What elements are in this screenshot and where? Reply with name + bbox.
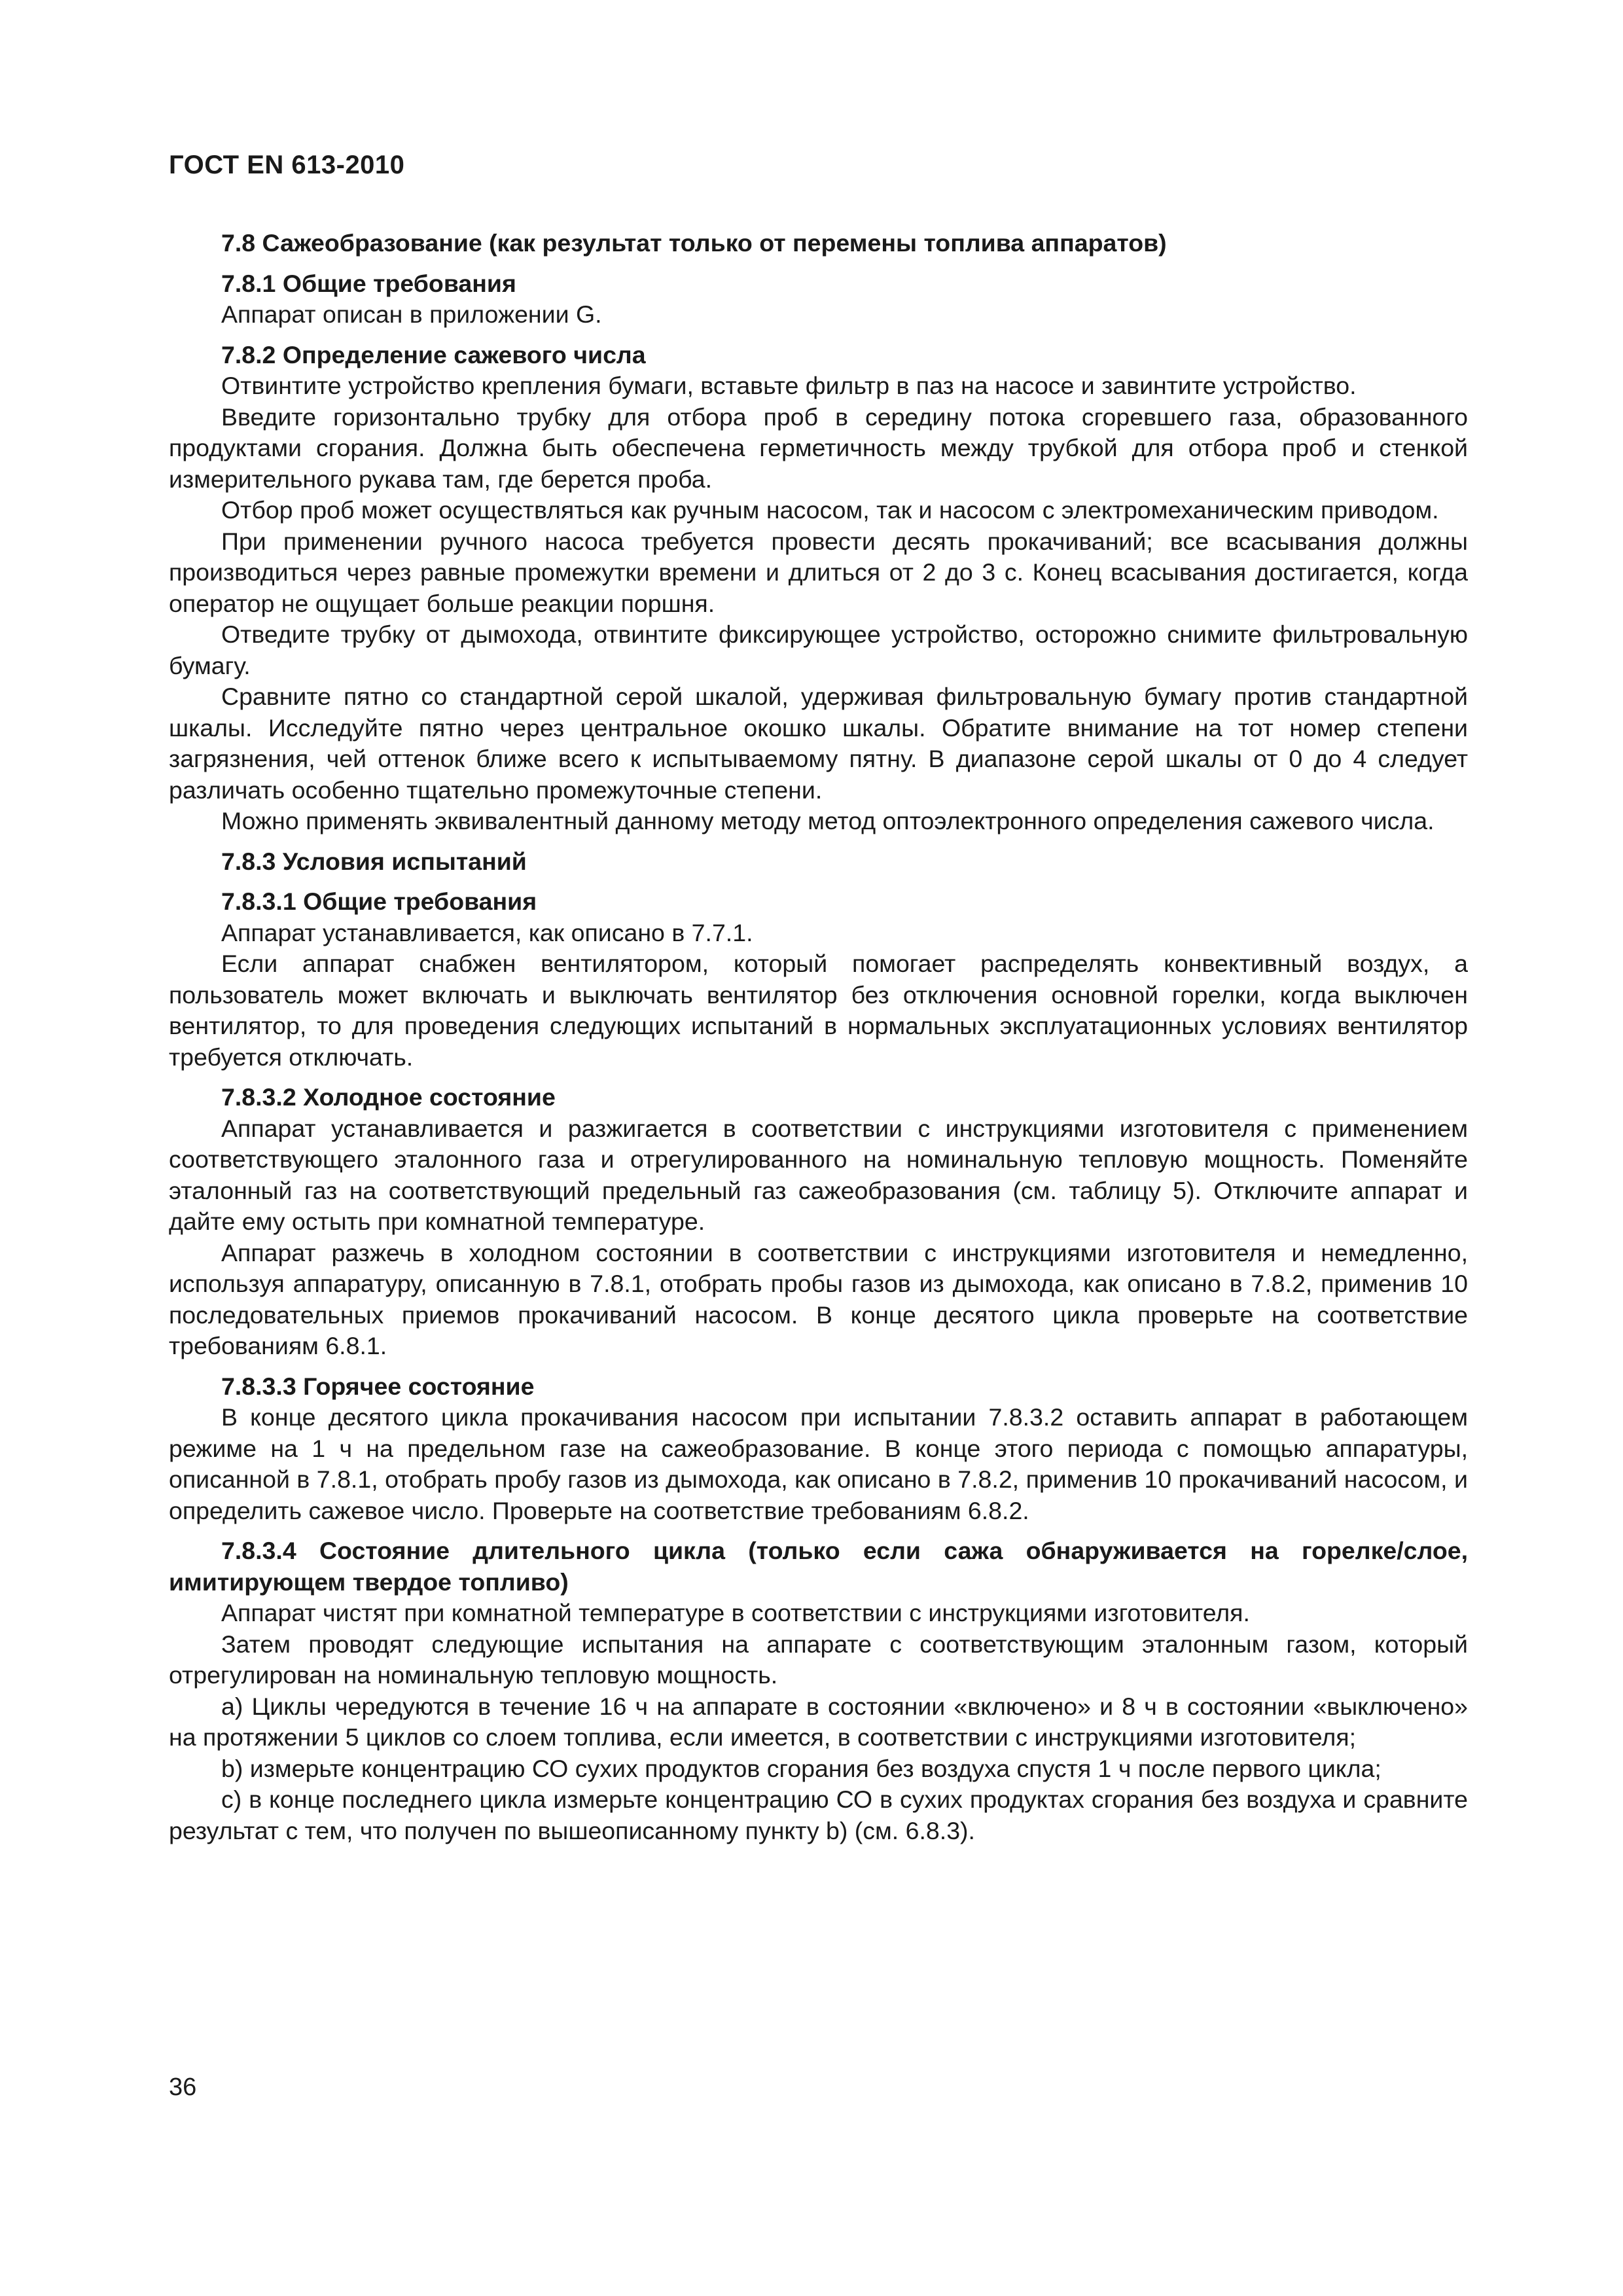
paragraph: Затем проводят следующие испытания на аппарате с соответствующим эталонным газом, который отрегулирован на номинальную тепловую мощность. (169, 1630, 1468, 1689)
section-heading-7-8-1: 7.8.1 Общие требования (221, 269, 516, 297)
paragraph: Аппарат устанавливается, как описано в 7.7.1. (221, 918, 753, 946)
document-body (169, 228, 1468, 1846)
list-item-c: с) в конце последнего цикла измерьте концентрацию СО в сухих продуктах сгорания без воздуха и сравните результат с тем, что получен по вышеописанному пункту b) (см. 6.8.3). (169, 1785, 1468, 1844)
paragraph: Аппарат описан в приложении G. (221, 300, 602, 328)
section-heading-7-8-3: 7.8.3 Условия испытаний (221, 847, 527, 875)
section-heading-7-8-3-2: 7.8.3.2 Холодное состояние (221, 1083, 556, 1111)
paragraph: Аппарат разжечь в холодном состоянии в соответствии с инструкциями изготовителя и немедленно, используя аппаратуру, описанную в 7.8.1, отобрать пробы газов из дымохода, как описано в 7.8.2, применив 10 последовательных приемов прокачиваний насосом. В конце десятого цикла проверьте на соответствие требованиям 6.8.1. (169, 1238, 1468, 1359)
paragraph: В конце десятого цикла прокачивания насосом при испытании 7.8.3.2 оставить аппарат в работающем режиме на 1 ч на предельном газе на сажеобразование. В конце этого периода с помощью аппаратуры, описанной в 7.8.1, отобрать пробу газов из дымохода, как описано в 7.8.2, применив 10 прокачиваний насосом, и определить сажевое число. Проверьте на соответствие требованиям 6.8.2. (169, 1403, 1468, 1524)
section-heading-7-8-3-1: 7.8.3.1 Общие требования (221, 888, 537, 915)
paragraph: Аппарат чистят при комнатной температуре в соответствии с инструкциями изготовителя. (221, 1599, 1250, 1626)
section-heading-7-8-3-3: 7.8.3.3 Горячее состояние (221, 1372, 535, 1400)
document-header-id: ГОСТ EN 613-2010 (169, 151, 405, 179)
paragraph: Отведите трубку от дымохода, отвинтите фиксирующее устройство, осторожно снимите фильтровальную бумагу. (169, 620, 1468, 679)
section-heading-7-8: 7.8 Сажеобразование (как результат только от перемены топлива аппаратов) (221, 229, 1167, 257)
paragraph: Если аппарат снабжен вентилятором, который помогает распределять конвективный воздух, а пользователь может включать и выключать вентилятор без отключения основной горелки, когда выключен вентилятор, то для проведения следующих испытаний в нормальных эксплуатационных условиях вентилятор требуется отключать. (169, 950, 1468, 1071)
list-item-b: b) измерьте концентрацию СО сухих продуктов сгорания без воздуха спустя 1 ч после первого цикла; (221, 1754, 1382, 1782)
paragraph: Отбор проб может осуществляться как ручным насосом, так и насосом с электромеханическим приводом. (221, 496, 1439, 524)
paragraph: Сравните пятно со стандартной серой шкалой, удерживая фильтровальную бумагу против стандартной шкалы. Исследуйте пятно через центральное окошко шкалы. Обратите внимание на тот номер степени загрязнения, чей оттенок ближе всего к испытываемому пятну. В диапазоне серой шкалы от 0 до 4 следует различать особенно тщательно промежуточные степени. (169, 683, 1468, 804)
section-heading-7-8-3-4: 7.8.3.4 Состояние длительного цикла (только если сажа обнаруживается на горелке/слое, имитирующем твердое топливо) (169, 1537, 1468, 1596)
paragraph: Введите горизонтально трубку для отбора проб в середину потока сгоревшего газа, образованного продуктами сгорания. Должна быть обеспечена герметичность между трубкой для отбора проб и стенкой измерительного рукава там, где берется проба. (169, 403, 1468, 493)
paragraph: Можно применять эквивалентный данному методу метод оптоэлектронного определения сажевого числа. (221, 807, 1435, 834)
paragraph: Отвинтите устройство крепления бумаги, вставьте фильтр в паз на насосе и завинтите устройство. (221, 372, 1357, 399)
list-item-a: а) Циклы чередуются в течение 16 ч на аппарате в состоянии «включено» и 8 ч в состоянии «выключено» на протяжении 5 циклов со слоем топлива, если имеется, в соответствии с инструкциями изготовителя; (169, 1692, 1468, 1751)
paragraph: Аппарат устанавливается и разжигается в соответствии с инструкциями изготовителя с применением соответствующего эталонного газа и отрегулированного на номинальную тепловую мощность. Поменяйте эталонный газ на соответствующий предельный газ сажеобразования (см. таблицу 5). Отключите аппарат и дайте ему остыть при комнатной температуре. (169, 1114, 1468, 1235)
section-heading-7-8-2: 7.8.2 Определение сажевого числа (221, 340, 646, 368)
paragraph: При применении ручного насоса требуется провести десять прокачиваний; все всасывания должны производиться через равные промежутки времени и длиться от 2 до 3 с. Конец всасывания достигается, когда оператор не ощущает больше реакции поршня. (169, 527, 1468, 617)
page-number: 36 (169, 2073, 197, 2101)
